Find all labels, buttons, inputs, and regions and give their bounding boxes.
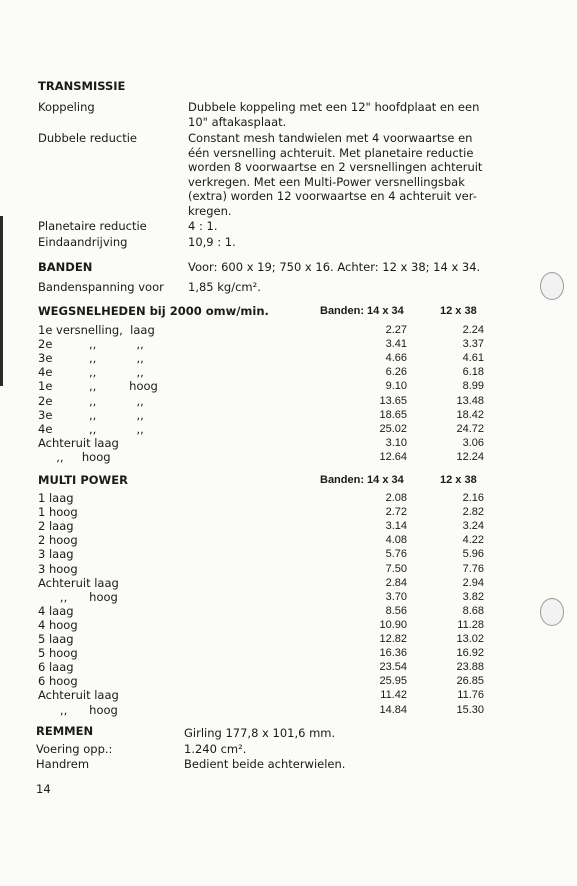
table-cell-12x38: 6.18 bbox=[462, 366, 484, 379]
table-row-label: 6 laag bbox=[38, 660, 74, 675]
spec-value-line: 10" aftakasplaat. bbox=[188, 114, 287, 129]
table-cell-12x38: 8.68 bbox=[462, 604, 484, 617]
table-cell-12x38: 11.76 bbox=[457, 689, 484, 702]
spec-value: Bedient beide achterwielen. bbox=[184, 757, 346, 771]
table-cell-12x38: 18.42 bbox=[456, 408, 484, 421]
table-cell-14x34: 13.65 bbox=[379, 394, 407, 407]
spec-value-line: worden 8 voorwaartse en 2 versnellingen achteruit bbox=[188, 160, 483, 175]
table-cell-14x34: 12.82 bbox=[379, 633, 407, 645]
section-heading-wegsnelheden: WEGSNELHEDEN bij 2000 omw/min. bbox=[38, 304, 269, 318]
table-cell-14x34: 6.26 bbox=[385, 366, 407, 379]
spec-value-line: Constant mesh tandwielen met 4 voorwaartse en bbox=[188, 131, 473, 145]
table-cell-14x34: 3.14 bbox=[385, 520, 407, 533]
table-row-label: Achteruit laag bbox=[38, 575, 119, 590]
table-cell-12x38: 2.82 bbox=[462, 506, 484, 519]
section-heading-banden: BANDEN bbox=[38, 260, 93, 274]
section-heading-transmissie: TRANSMISSIE bbox=[38, 79, 126, 93]
table-row-label: 1e versnelling, laag bbox=[38, 323, 155, 337]
spec-label: Koppeling bbox=[38, 100, 95, 114]
table-cell-12x38: 3.06 bbox=[462, 436, 484, 449]
column-header: 12 x 38 bbox=[440, 474, 477, 486]
spec-value-line: 10,9 : 1. bbox=[188, 235, 236, 249]
table-cell-12x38: 4.61 bbox=[462, 352, 484, 365]
table-row-label: 1e ,, hoog bbox=[38, 379, 158, 394]
table-row-label: 4e ,, ,, bbox=[38, 365, 144, 380]
table-row-label: Achteruit laag bbox=[38, 688, 119, 703]
table-row-label: 1 laag bbox=[38, 491, 74, 505]
section-heading-remmen: REMMEN bbox=[36, 724, 94, 738]
table-row-label: 4e ,, ,, bbox=[38, 421, 144, 436]
column-header: Banden: 14 x 34 bbox=[320, 305, 404, 317]
table-cell-14x34: 10.90 bbox=[379, 618, 407, 631]
table-cell-12x38: 11.28 bbox=[457, 618, 484, 631]
spec-value-line: verkregen. Met een Multi-Power versnellingsbak bbox=[188, 174, 465, 189]
table-cell-14x34: 14.84 bbox=[379, 703, 407, 716]
table-cell-14x34: 8.56 bbox=[385, 604, 407, 617]
table-cell-12x38: 2.94 bbox=[462, 576, 484, 589]
spec-value: 1.240 cm². bbox=[184, 742, 247, 756]
spec-value-line: 4 : 1. bbox=[188, 219, 218, 233]
table-cell-14x34: 12.64 bbox=[379, 450, 407, 463]
table-cell-12x38: 8.99 bbox=[462, 380, 484, 393]
table-cell-14x34: 5.76 bbox=[385, 548, 407, 561]
punch-hole bbox=[540, 272, 564, 300]
table-cell-12x38: 7.76 bbox=[462, 562, 484, 575]
table-row-label: 2e ,, ,, bbox=[38, 393, 144, 408]
table-cell-12x38: 16.92 bbox=[456, 647, 484, 660]
table-row-label: 2 hoog bbox=[38, 533, 78, 548]
binding-edge bbox=[0, 216, 3, 386]
table-cell-14x34: 7.50 bbox=[385, 562, 407, 575]
table-cell-12x38: 13.48 bbox=[456, 394, 484, 407]
spec-value-line: (extra) worden 12 voorwaartse en 4 achteruit ver- bbox=[188, 189, 477, 204]
table-row-label: ,, hoog bbox=[38, 449, 111, 464]
table-cell-12x38: 3.24 bbox=[462, 520, 484, 533]
table-cell-14x34: 11.42 bbox=[380, 689, 407, 702]
table-cell-14x34: 3.70 bbox=[385, 590, 407, 603]
column-header: 12 x 38 bbox=[440, 305, 477, 317]
table-cell-12x38: 24.72 bbox=[456, 422, 484, 435]
spec-label: Planetaire reductie bbox=[38, 219, 147, 233]
spec-label: Handrem bbox=[36, 757, 90, 771]
spec-value-line: één versnelling achteruit. Met planetaire reductie bbox=[188, 145, 474, 160]
table-cell-14x34: 25.95 bbox=[379, 675, 407, 688]
page-number: 14 bbox=[36, 782, 51, 796]
column-header: Banden: 14 x 34 bbox=[320, 474, 404, 486]
table-cell-14x34: 4.66 bbox=[385, 352, 407, 365]
table-row-label: 5 hoog bbox=[38, 646, 78, 661]
table-cell-14x34: 23.54 bbox=[379, 661, 407, 674]
table-row-label: 2e ,, ,, bbox=[38, 337, 144, 352]
table-cell-14x34: 2.84 bbox=[385, 576, 407, 589]
spec-label: Bandenspanning voor bbox=[38, 280, 164, 294]
table-cell-12x38: 4.22 bbox=[462, 534, 484, 547]
table-cell-14x34: 9.10 bbox=[385, 380, 407, 393]
table-cell-14x34: 3.10 bbox=[385, 436, 407, 449]
spec-label: Voering opp.: bbox=[36, 742, 113, 756]
table-cell-12x38: 15.30 bbox=[456, 703, 484, 716]
table-row-label: ,, hoog bbox=[38, 702, 118, 717]
table-cell-12x38: 2.16 bbox=[462, 492, 484, 504]
banden-sizes: Voor: 600 x 19; 750 x 16. Achter: 12 x 38; 14 x 34. bbox=[188, 260, 481, 274]
table-cell-14x34: 25.02 bbox=[379, 422, 407, 435]
table-cell-12x38: 3.37 bbox=[462, 338, 484, 351]
table-cell-12x38: 3.82 bbox=[462, 590, 484, 603]
table-cell-12x38: 26.85 bbox=[456, 675, 484, 688]
table-cell-12x38: 12.24 bbox=[456, 450, 484, 463]
table-row-label: 4 laag bbox=[38, 603, 74, 618]
table-cell-14x34: 16.36 bbox=[379, 647, 407, 660]
spec-label: Dubbele reductie bbox=[38, 131, 137, 145]
table-cell-14x34: 2.08 bbox=[385, 492, 407, 504]
spec-value-line: Dubbele koppeling met een 12" hoofdplaat en een bbox=[188, 100, 480, 114]
table-cell-14x34: 2.27 bbox=[385, 324, 407, 336]
table-cell-12x38: 13.02 bbox=[456, 633, 484, 645]
spec-value: Girling 177,8 x 101,6 mm. bbox=[184, 726, 336, 740]
punch-hole bbox=[540, 598, 564, 626]
table-row-label: 5 laag bbox=[38, 632, 74, 646]
table-row-label: 1 hoog bbox=[38, 505, 78, 520]
table-row-label: Achteruit laag bbox=[38, 435, 119, 450]
table-cell-14x34: 18.65 bbox=[379, 408, 407, 421]
spec-value: 1,85 kg/cm². bbox=[188, 280, 261, 294]
table-row-label: 3 hoog bbox=[38, 561, 78, 576]
table-cell-14x34: 4.08 bbox=[385, 534, 407, 547]
table-row-label: ,, hoog bbox=[38, 589, 118, 604]
table-cell-12x38: 23.88 bbox=[456, 661, 484, 674]
table-row-label: 3e ,, ,, bbox=[38, 407, 144, 422]
section-heading-multipower: MULTI POWER bbox=[38, 473, 128, 487]
table-row-label: 3 laag bbox=[38, 547, 74, 562]
spec-label: Eindaandrijving bbox=[38, 235, 128, 249]
table-row-label: 6 hoog bbox=[38, 674, 78, 689]
table-row-label: 2 laag bbox=[38, 519, 74, 534]
table-cell-12x38: 2.24 bbox=[462, 324, 484, 336]
table-cell-14x34: 3.41 bbox=[385, 338, 407, 351]
table-row-label: 3e ,, ,, bbox=[38, 351, 144, 366]
table-cell-14x34: 2.72 bbox=[385, 506, 407, 519]
spec-value-line: kregen. bbox=[188, 204, 232, 218]
table-row-label: 4 hoog bbox=[38, 617, 78, 632]
table-cell-12x38: 5.96 bbox=[462, 548, 484, 561]
